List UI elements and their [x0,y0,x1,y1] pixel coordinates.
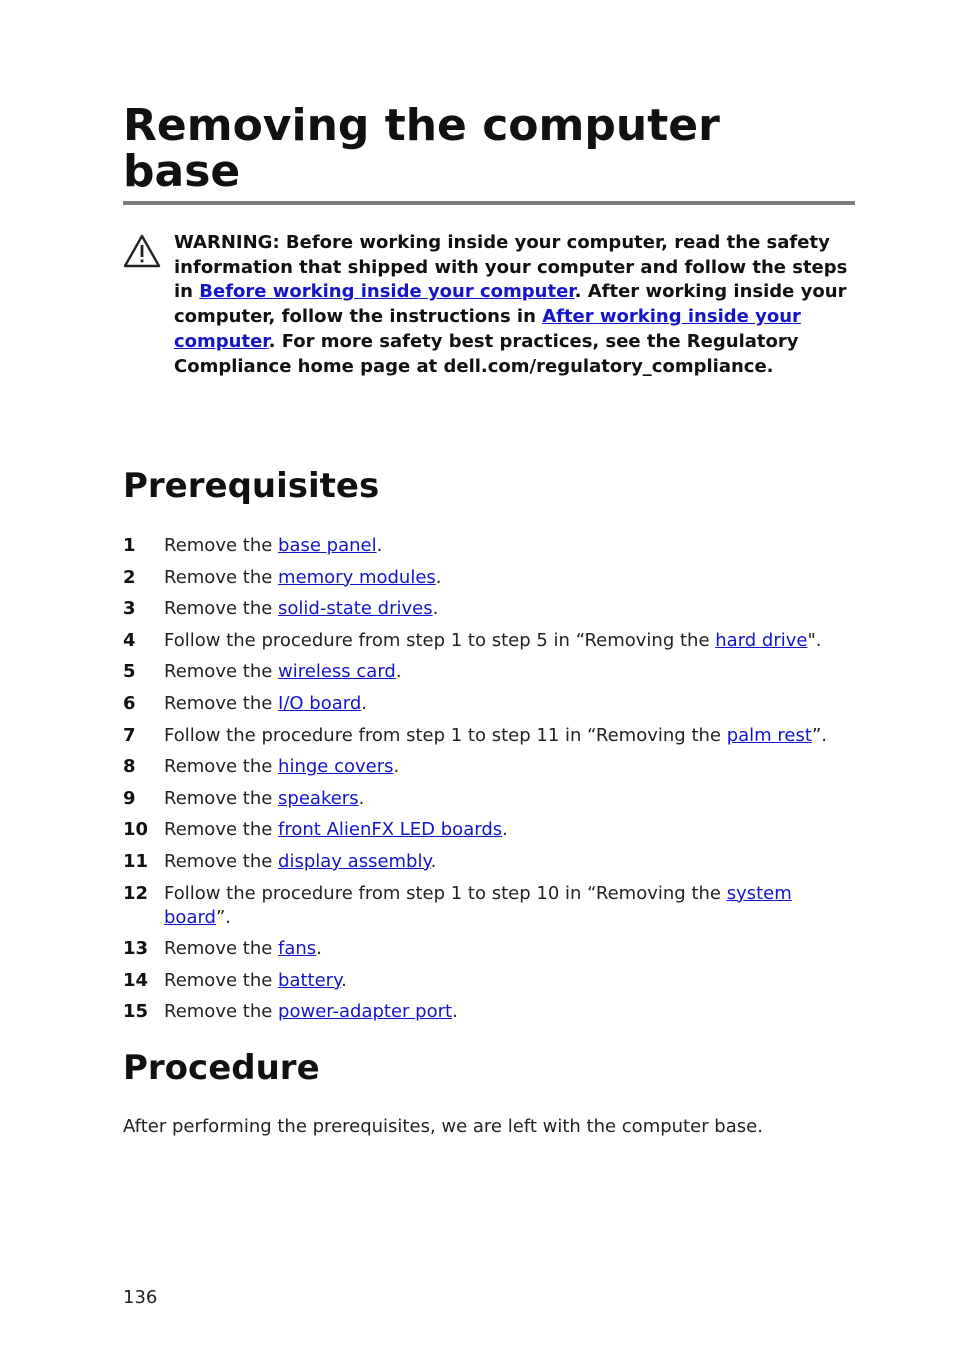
step-text: Remove the [164,535,279,556]
warning-text-part: . After working inside your computer, follow the instructions in [174,281,847,328]
step-link-hard-drive[interactable]: hard drive [715,629,808,651]
step-number: 13 [123,938,149,960]
step-text-end: . [502,819,508,841]
warning-text-part: . For more safety best practices, see the Regulatory Compliance home page at dell.com/regulatory_compliance. [174,330,799,377]
procedure-text: After performing the prerequisites, we are left with the computer base. [123,1116,763,1137]
step-number: 3 [123,598,136,620]
step-text: Remove the [164,938,279,960]
title-divider [123,201,855,205]
step-text-end: ”. [215,906,232,928]
list-item [123,692,855,716]
warning-text [174,231,855,379]
step-text-end: ". [807,629,822,651]
step-number: 10 [123,819,149,841]
step-text-end: . [452,1001,458,1023]
step-number: 9 [123,787,136,809]
step-text-end: . [316,938,322,960]
step-text: Remove the [164,566,279,588]
step-text-end: . [341,969,347,991]
step-text: Remove the [164,598,279,620]
step-text-end: . [395,661,402,683]
step-number: 5 [123,661,136,683]
step-link-fans[interactable]: fans [278,938,317,960]
before-working-link[interactable]: Before working inside your computer [199,281,575,303]
step-link-wireless-card[interactable]: wireless card [278,661,396,683]
step-text: Remove the [164,787,279,809]
step-number: 7 [123,724,136,746]
step-text: Remove the [164,819,279,841]
warning-triangle-icon [123,234,161,268]
list-item [123,660,855,684]
step-number: 6 [123,692,136,714]
step-link-system-board[interactable]: system board [164,882,792,928]
step-link-display-assembly[interactable]: display assembly [278,850,431,872]
step-link-io-board[interactable]: I/O board [278,692,362,714]
list-item [123,787,855,811]
list-item [123,882,855,930]
step-link-front-alienfx-led-boards[interactable]: front AlienFX LED boards [278,819,503,841]
prerequisites-list [123,534,855,1032]
step-number: 4 [123,629,136,651]
step-link-memory-modules[interactable]: memory modules [278,566,436,588]
step-number: 14 [123,969,149,991]
page-number: 136 [123,1287,158,1308]
step-text-end: . [358,787,365,809]
step-number: 8 [123,756,136,778]
procedure-heading: Procedure [123,1048,320,1088]
list-item [123,1000,855,1024]
list-item [123,724,855,748]
step-text-end: . [361,692,368,714]
prerequisites-heading: Prerequisites [123,466,380,506]
step-number: 15 [123,1001,149,1023]
list-item [123,597,855,621]
list-item [123,755,855,779]
list-item [123,629,855,653]
step-number: 11 [123,850,149,872]
step-link-hinge-covers[interactable]: hinge covers [278,756,394,778]
page-title: Removing the computer base [123,100,720,197]
step-text: Remove the [164,850,279,872]
step-text-end: . [435,566,442,588]
step-text: Remove the [164,756,279,778]
step-text: Follow the procedure from step 1 to step 11 in “Removing the [164,724,727,746]
list-item [123,818,855,842]
step-link-solid-state-drives[interactable]: solid-state drives [278,598,433,620]
step-link-palm-rest[interactable]: palm rest [726,724,812,746]
step-number: 1 [123,535,136,556]
step-text: Follow the procedure from step 1 to step 10 in “Removing the [164,882,727,904]
step-text-end: . [376,535,383,556]
step-link-power-adapter-port[interactable]: power-adapter port [278,1001,453,1023]
step-text: Remove the [164,661,279,683]
step-text: Follow the procedure from step 1 to step 5 in “Removing the [164,629,716,651]
step-text-end: . [393,756,400,778]
step-text-end: . [430,850,437,872]
list-item [123,937,855,961]
step-link-base-panel[interactable]: base panel [278,535,377,556]
after-working-link[interactable]: After working inside your computer [174,306,801,352]
step-text: Remove the [164,1001,279,1023]
step-text: Remove the [164,692,279,714]
step-number: 12 [123,882,149,904]
step-text-end: ”. [811,724,827,746]
list-item [123,969,855,993]
step-text-end: . [432,598,439,620]
step-link-battery[interactable]: battery [278,969,342,991]
list-item [123,566,855,590]
warning-text-part: WARNING: Before working inside your computer, read the safety information that shipped with your computer and follow the steps in [174,232,848,303]
list-item [123,850,855,874]
list-item [123,534,855,558]
step-link-speakers[interactable]: speakers [278,787,359,809]
step-number: 2 [123,566,136,588]
step-text: Remove the [164,969,279,991]
